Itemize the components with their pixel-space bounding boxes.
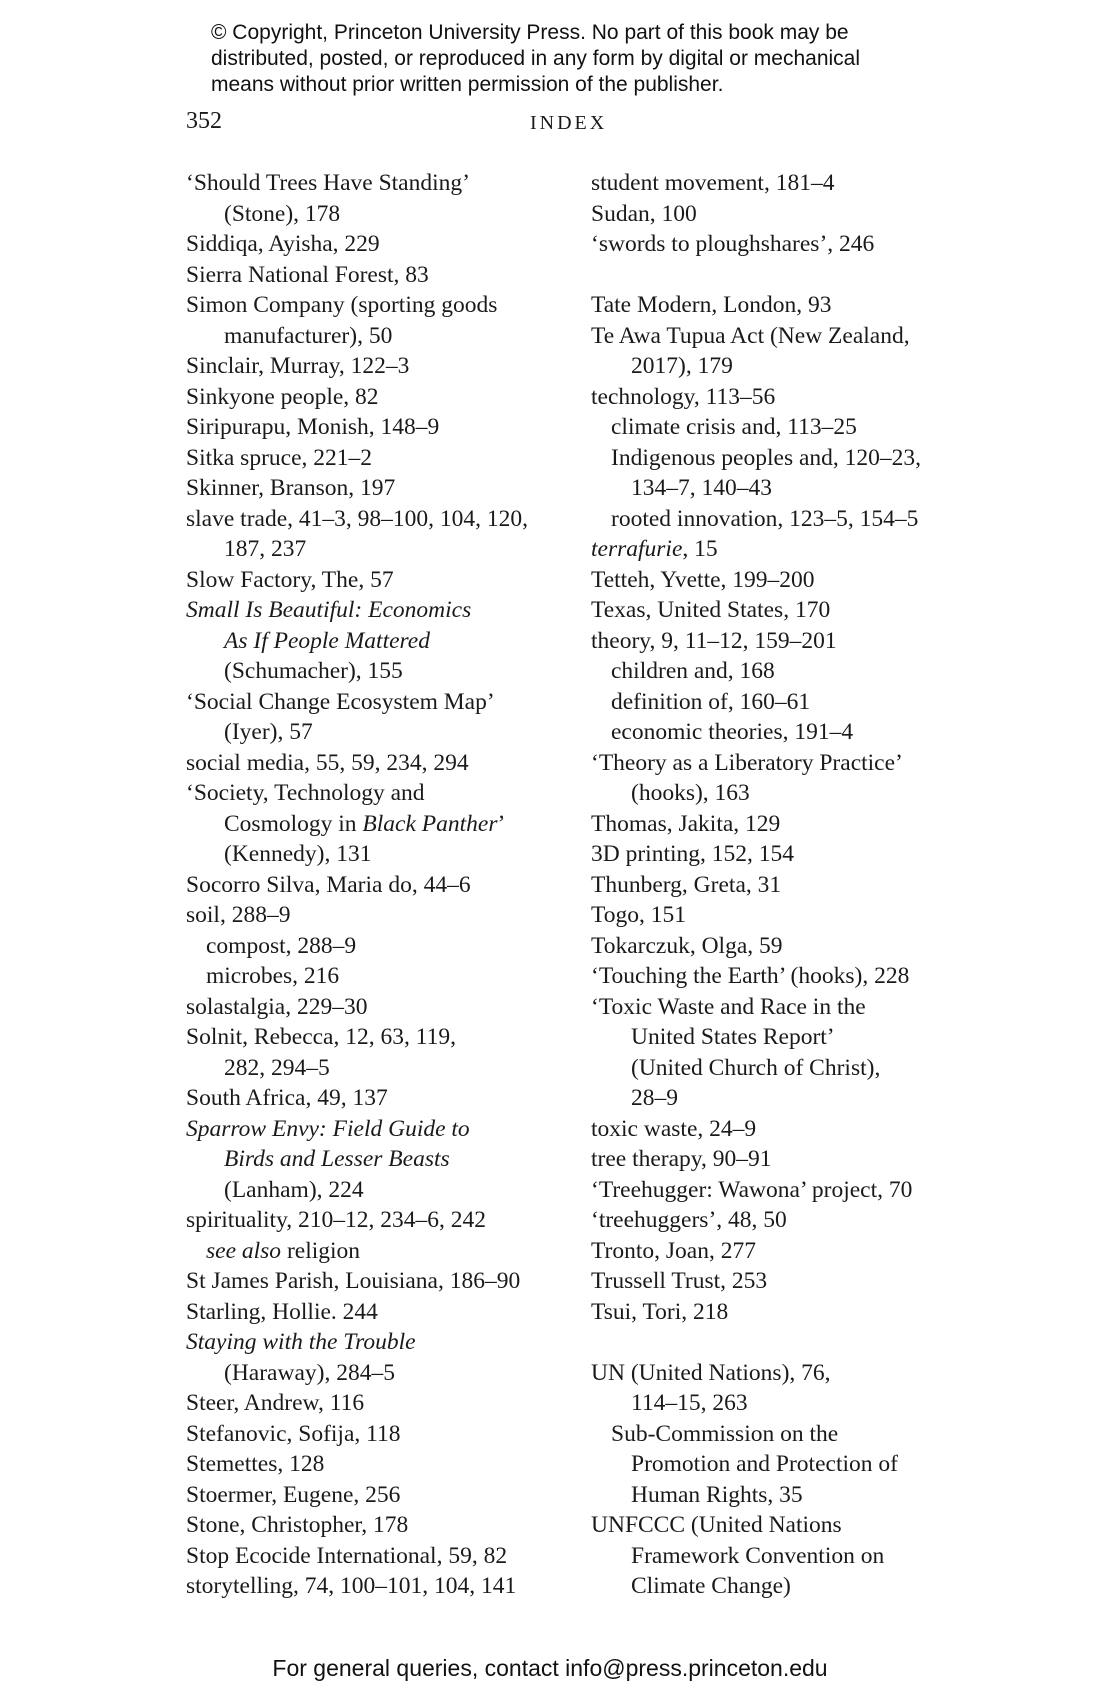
copyright-line: © Copyright, Princeton University Press. No part of this book may be bbox=[211, 21, 849, 44]
index-entry: Starling, Hollie. 244 bbox=[186, 1298, 378, 1325]
index-entry-part: , 15 bbox=[682, 536, 718, 562]
index-entry: As If People Mattered bbox=[224, 627, 430, 654]
letter-section-gap bbox=[591, 260, 991, 291]
index-entry: (Kennedy), 131 bbox=[224, 841, 372, 867]
index-entry: compost, 288–9 bbox=[206, 932, 357, 959]
index-entry bbox=[186, 809, 566, 840]
index-entry: ‘Treehugger: Wawona’ project, 70 bbox=[591, 1176, 913, 1203]
index-entry: (Haraway), 284–5 bbox=[224, 1359, 395, 1386]
index-entry: ‘Touching the Earth’ (hooks), 228 bbox=[591, 963, 910, 989]
index-entry-part: Cosmology in bbox=[224, 810, 363, 837]
index-entry: Promotion and Protection of bbox=[631, 1451, 898, 1477]
index-entry: (Iyer), 57 bbox=[224, 719, 313, 745]
index-entry: United States Report’ bbox=[631, 1024, 835, 1050]
index-entry: Sinclair, Murray, 122–3 bbox=[186, 353, 410, 379]
index-entry: 282, 294–5 bbox=[224, 1054, 330, 1081]
index-entry: Thomas, Jakita, 129 bbox=[591, 810, 781, 837]
index-entry: Trussell Trust, 253 bbox=[591, 1268, 768, 1294]
index-entry: social media, 55, 59, 234, 294 bbox=[186, 749, 469, 776]
index-entry: Togo, 151 bbox=[591, 902, 686, 928]
index-entry: Te Awa Tupua Act (New Zealand, bbox=[591, 322, 910, 349]
index-entry: Framework Convention on bbox=[631, 1542, 885, 1569]
index-entry: (Stone), 178 bbox=[224, 200, 341, 227]
index-entry: ‘Social Change Ecosystem Map’ bbox=[186, 688, 495, 715]
index-entry: Sierra National Forest, 83 bbox=[186, 261, 429, 288]
index-entry-part: religion bbox=[281, 1237, 361, 1264]
index-entry: 2017), 179 bbox=[631, 353, 733, 379]
index-entry: children and, 168 bbox=[611, 658, 775, 684]
index-entry: (Schumacher), 155 bbox=[224, 658, 403, 684]
index-entry: Tsui, Tori, 218 bbox=[591, 1298, 729, 1325]
index-entry: UN (United Nations), 76, bbox=[591, 1359, 831, 1386]
index-entry: South Africa, 49, 137 bbox=[186, 1085, 388, 1111]
page-number: 352 bbox=[186, 108, 222, 134]
index-entry: Tate Modern, London, 93 bbox=[591, 292, 832, 318]
index-entry: tree therapy, 90–91 bbox=[591, 1146, 772, 1172]
index-entry: soil, 288–9 bbox=[186, 902, 291, 928]
index-entry: Siddiqa, Ayisha, 229 bbox=[186, 231, 380, 257]
index-entry: slave trade, 41–3, 98–100, 104, 120, bbox=[186, 505, 529, 532]
index-entry: spirituality, 210–12, 234–6, 242 bbox=[186, 1207, 487, 1233]
index-entry: Stefanovic, Sofija, 118 bbox=[186, 1420, 401, 1447]
index-entry: definition of, 160–61 bbox=[611, 688, 811, 715]
index-entry: Small Is Beautiful: Economics bbox=[186, 597, 472, 623]
index-entry: economic theories, 191–4 bbox=[611, 719, 854, 745]
index-entry: Sparrow Envy: Field Guide to bbox=[186, 1115, 470, 1142]
index-entry: Indigenous peoples and, 120–23, bbox=[611, 444, 922, 471]
letter-section-gap bbox=[591, 1327, 991, 1358]
running-head: INDEX bbox=[530, 112, 608, 134]
index-entry: Solnit, Rebecca, 12, 63, 119, bbox=[186, 1024, 456, 1050]
index-entry-part: ’ bbox=[497, 810, 506, 837]
index-entry: Stone, Christopher, 178 bbox=[186, 1512, 409, 1538]
index-entry: (United Church of Christ), bbox=[631, 1054, 881, 1081]
index-entry: Climate Change) bbox=[631, 1573, 791, 1599]
index-entry: Sinkyone people, 82 bbox=[186, 383, 379, 410]
copyright-line: means without prior written permission of the publisher. bbox=[211, 73, 724, 96]
index-entry: ‘Theory as a Liberatory Practice’ bbox=[591, 749, 903, 776]
index-entry: (Lanham), 224 bbox=[224, 1176, 364, 1203]
index-entry: climate crisis and, 113–25 bbox=[611, 414, 857, 440]
index-entry: solastalgia, 229–30 bbox=[186, 993, 368, 1020]
index-entry: Tokarczuk, Olga, 59 bbox=[591, 932, 783, 959]
index-entry: Tetteh, Yvette, 199–200 bbox=[591, 566, 815, 593]
index-entry-part: see also bbox=[206, 1237, 282, 1264]
index-entry: theory, 9, 11–12, 159–201 bbox=[591, 627, 837, 654]
index-entry: ‘Should Trees Have Standing’ bbox=[186, 170, 470, 196]
index-entry bbox=[591, 534, 991, 565]
copyright-line: distributed, posted, or reproduced in any form by digital or mechanical bbox=[211, 47, 861, 70]
index-entry: Stoermer, Eugene, 256 bbox=[186, 1481, 401, 1508]
index-entry: manufacturer), 50 bbox=[224, 322, 393, 349]
index-entry: UNFCCC (United Nations bbox=[591, 1512, 842, 1538]
index-entry: Sudan, 100 bbox=[591, 200, 697, 227]
index-entry: microbes, 216 bbox=[206, 963, 340, 989]
index-entry: ‘swords to ploughshares’, 246 bbox=[591, 231, 875, 257]
footer-contact: For general queries, contact info@press.princeton.edu bbox=[272, 1655, 828, 1681]
index-entry: Skinner, Branson, 197 bbox=[186, 475, 396, 501]
index-entry: Stop Ecocide International, 59, 82 bbox=[186, 1542, 508, 1569]
index-entry: Staying with the Trouble bbox=[186, 1329, 416, 1355]
index-entry: (hooks), 163 bbox=[631, 780, 750, 806]
index-entry: Steer, Andrew, 116 bbox=[186, 1390, 365, 1416]
index-entry: St James Parish, Louisiana, 186–90 bbox=[186, 1268, 521, 1294]
index-entry: rooted innovation, 123–5, 154–5 bbox=[611, 505, 919, 532]
index-entry: Stemettes, 128 bbox=[186, 1451, 325, 1477]
index-entry: Tronto, Joan, 277 bbox=[591, 1237, 756, 1264]
index-entry: Birds and Lesser Beasts bbox=[224, 1146, 450, 1172]
index-entry: Siripurapu, Monish, 148–9 bbox=[186, 414, 440, 440]
index-entry: storytelling, 74, 100–101, 104, 141 bbox=[186, 1573, 517, 1599]
index-entry: student movement, 181–4 bbox=[591, 170, 835, 196]
index-entry: Socorro Silva, Maria do, 44–6 bbox=[186, 871, 471, 898]
index-entry: 3D printing, 152, 154 bbox=[591, 841, 795, 867]
index-column-right bbox=[591, 168, 991, 1602]
index-entry: ‘Toxic Waste and Race in the bbox=[591, 993, 866, 1020]
copyright-notice bbox=[211, 20, 971, 98]
index-entry: Texas, United States, 170 bbox=[591, 597, 831, 623]
index-entry: Thunberg, Greta, 31 bbox=[591, 871, 782, 898]
index-entry: Slow Factory, The, 57 bbox=[186, 566, 394, 593]
index-entry: 134–7, 140–43 bbox=[631, 475, 772, 501]
index-entry: Sitka spruce, 221–2 bbox=[186, 444, 373, 471]
index-entry: ‘treehuggers’, 48, 50 bbox=[591, 1207, 787, 1233]
index-entry: toxic waste, 24–9 bbox=[591, 1115, 757, 1142]
index-entry: 114–15, 263 bbox=[631, 1390, 748, 1416]
index-entry: Simon Company (sporting goods bbox=[186, 292, 498, 318]
index-entry-part: terrafurie bbox=[591, 536, 683, 562]
index-column-left bbox=[186, 168, 566, 1602]
index-entry: 28–9 bbox=[631, 1085, 678, 1111]
index-entry: ‘Society, Technology and bbox=[186, 780, 425, 806]
index-entry-part: Black Panther bbox=[362, 810, 498, 837]
index-entry bbox=[186, 1236, 566, 1267]
index-entry: Sub-Commission on the bbox=[611, 1420, 839, 1447]
index-entry: 187, 237 bbox=[224, 536, 307, 562]
index-entry: technology, 113–56 bbox=[591, 383, 776, 410]
index-entry: Human Rights, 35 bbox=[631, 1481, 803, 1508]
